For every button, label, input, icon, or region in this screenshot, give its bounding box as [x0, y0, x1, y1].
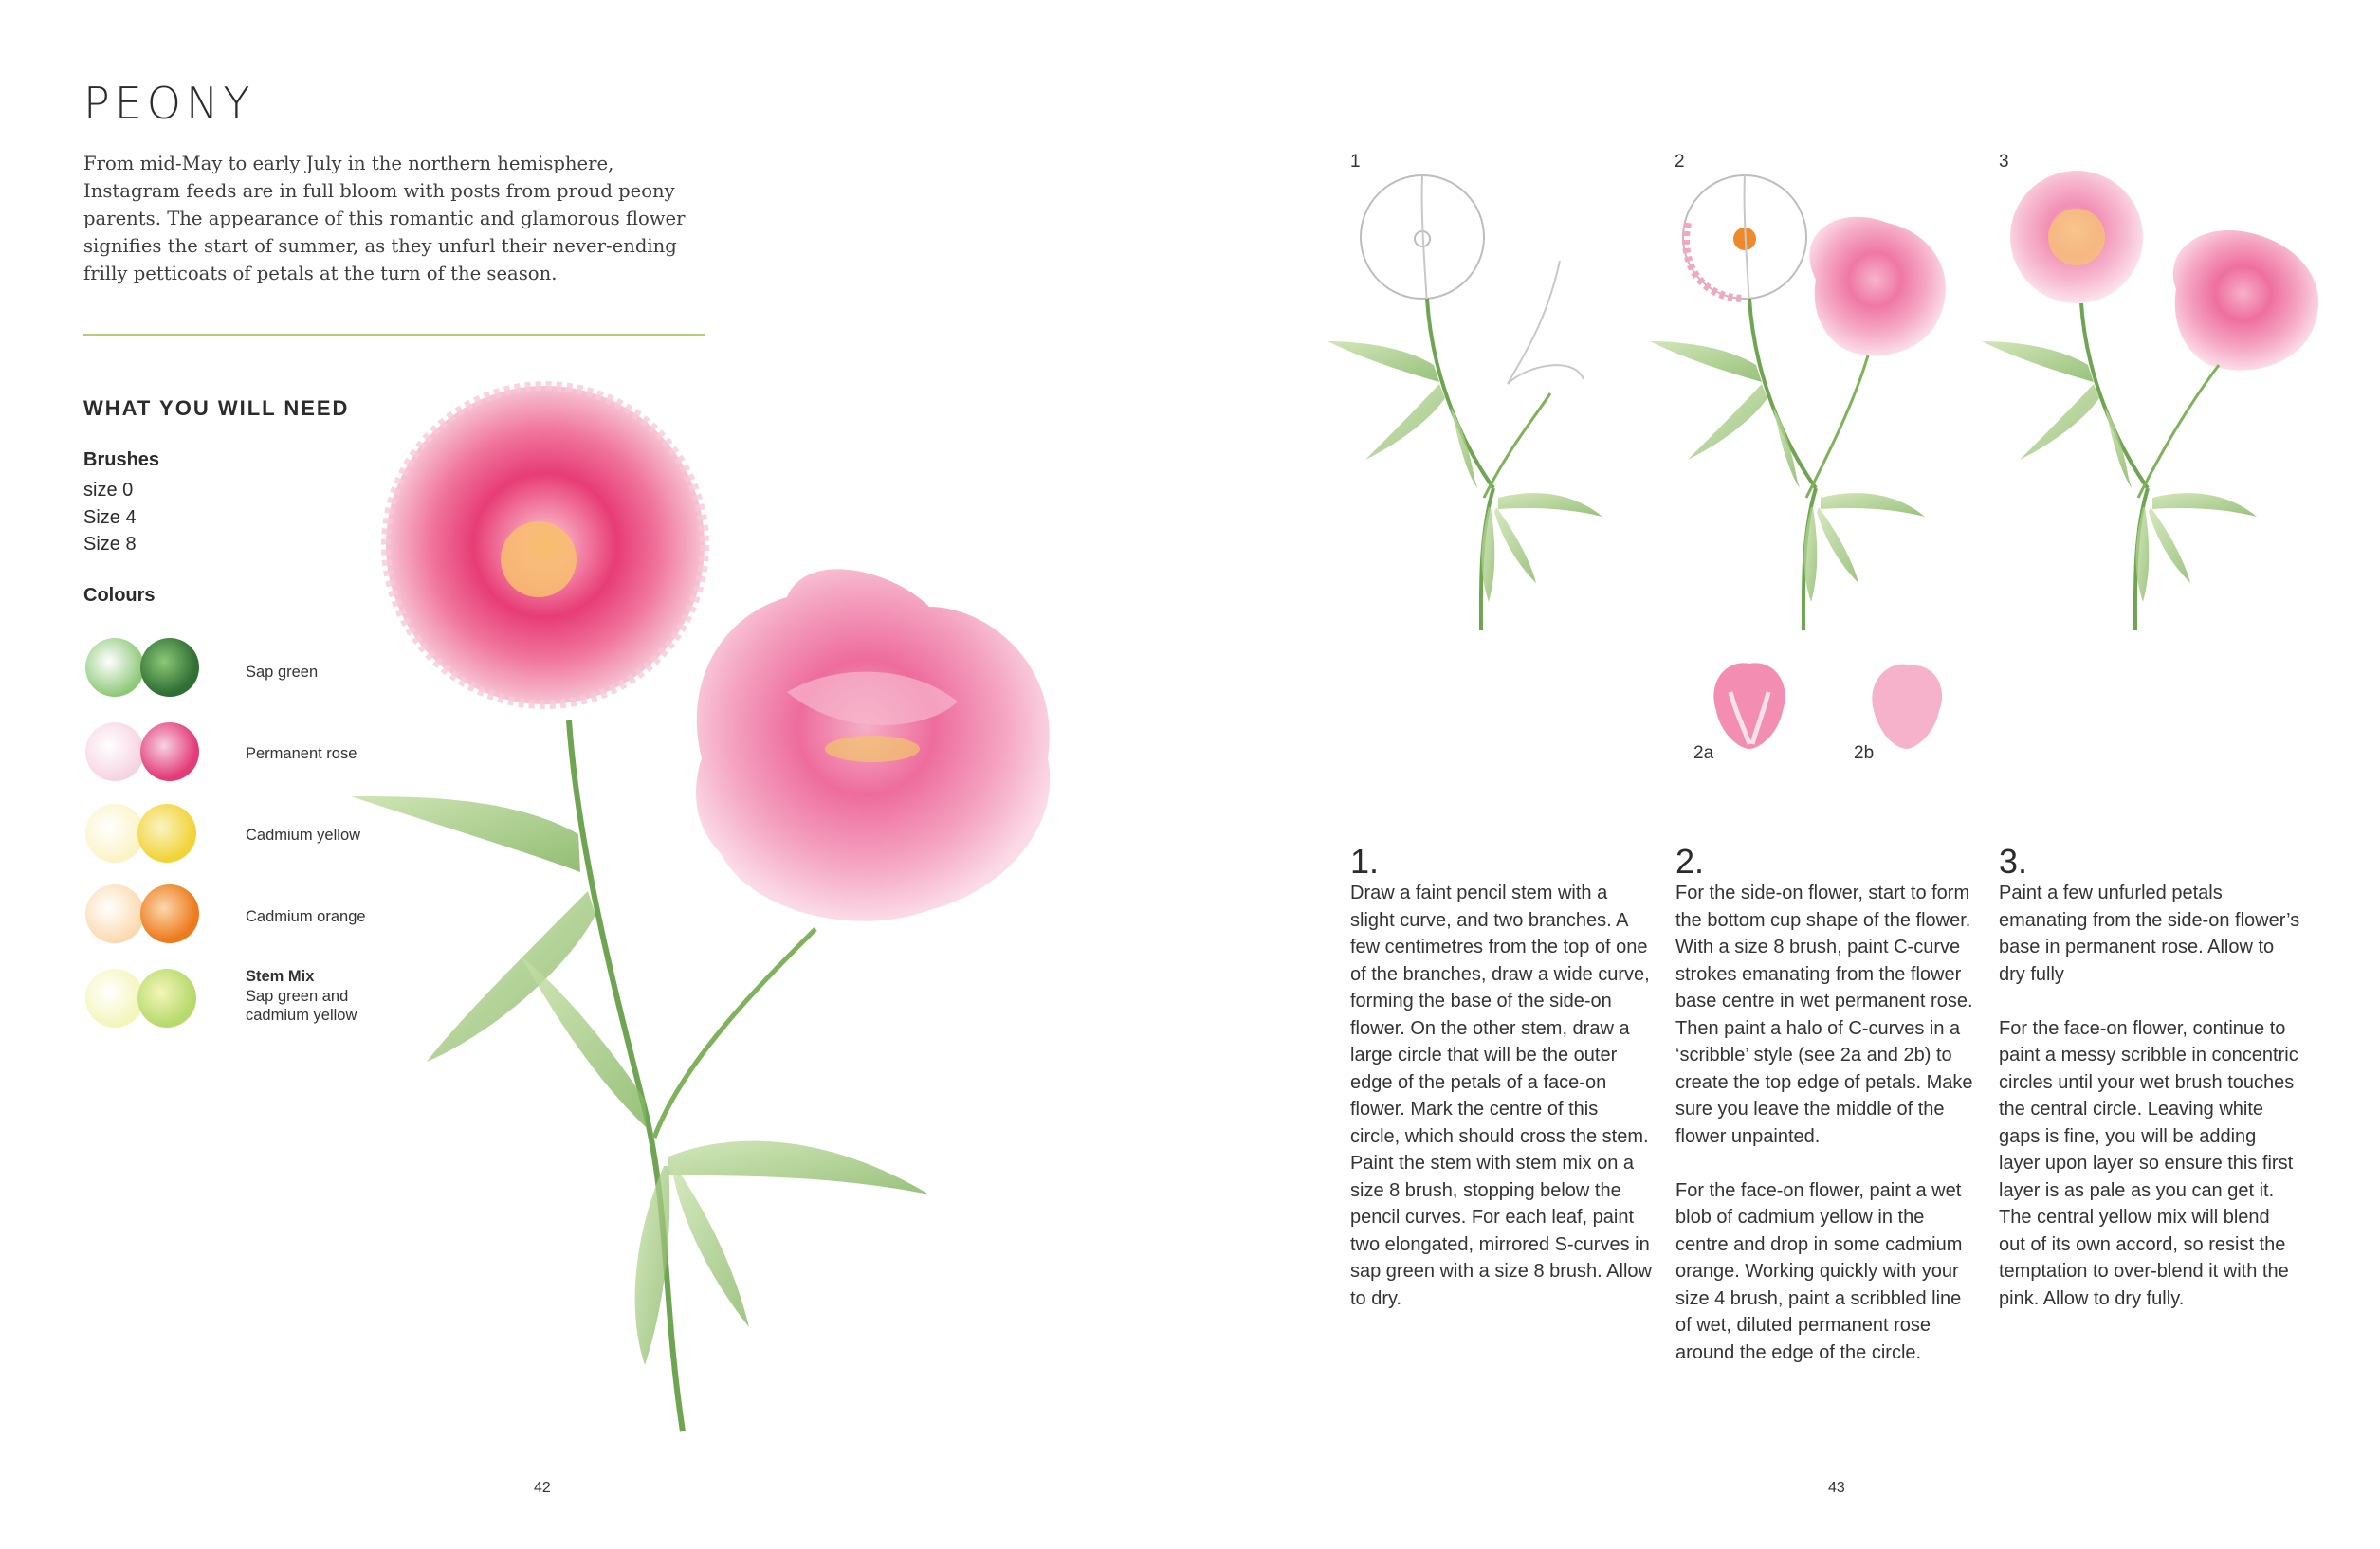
peony-illustration: [341, 379, 1081, 1441]
swatch-label: Stem Mix: [246, 968, 315, 985]
step-number-1: 1.: [1350, 842, 1380, 881]
figure-label-2b: 2b: [1854, 743, 1875, 763]
swatch-label: Sap green: [246, 664, 319, 681]
step-text-1: [1350, 880, 1652, 1339]
step-2-figure: [1650, 166, 1982, 640]
swatch-sublabel: Sap green and cadmium yellow: [246, 988, 357, 1024]
swatch-dark: [137, 804, 196, 863]
step-number-2: 2.: [1675, 842, 1705, 881]
step-2-paragraph: For the face-on flower, paint a wet blob of cadmium yellow in the centre and drop in some cadmium orange. Working quickly with your size 4 brush, paint a scribbled line of wet, diluted permanent rose around the edge of the circle.: [1675, 1179, 1963, 1363]
swatch-light: [85, 884, 144, 943]
figure-label-3: 3: [1999, 152, 2009, 172]
swatch-light: [85, 804, 144, 863]
swatch-label: Cadmium orange: [246, 908, 366, 925]
what-you-need-heading: WHAT YOU WILL NEED: [83, 396, 350, 420]
intro-paragraph: From mid-May to early July in the northern hemisphere, Instagram feeds are in full bloom with posts from proud peony parents. The appearance of this romantic and glamorous flower signifies the start of summer, as they unfurl their never-ending frilly petticoats of petals at the turn of the season.: [83, 153, 686, 284]
swatch-dark: [140, 638, 199, 697]
step-text-3: [1999, 880, 2300, 1339]
step-1-figure: [1327, 166, 1631, 640]
swatch-dark: [137, 969, 196, 1028]
step-2-paragraph: For the side-on flower, start to form the bottom cup shape of the flower. With a size 8 brush, paint C-curve strokes emanating from the flower base centre in wet permanent rose. Then paint a halo of C-curves in a ‘scribble’ style (see 2a and 2b) to create the top edge of petals. Make sure you leave the middle of the flower unpainted.: [1675, 883, 1973, 1147]
brush-item: Size 8: [83, 534, 137, 555]
brush-item: Size 4: [83, 506, 137, 528]
page-number-right: 43: [1828, 1480, 1845, 1496]
page-number-left: 42: [534, 1480, 551, 1496]
swatch-dark: [140, 884, 199, 943]
swatch-light: [85, 969, 144, 1028]
figure-label-1: 1: [1350, 152, 1361, 172]
colours-heading: Colours: [83, 585, 156, 606]
step-text-2: [1675, 880, 1977, 1394]
brush-item: size 0: [83, 480, 134, 501]
page-title: PEONY: [83, 78, 255, 129]
figure-label-2a: 2a: [1693, 743, 1714, 763]
swatch-dark: [140, 722, 199, 781]
step-3-paragraph: For the face-on flower, continue to paint a messy scribble in concentric circles until your wet brush touches the central circle. Leaving white gaps is fine, you will be adding layer upon layer so ensure this first layer is as pale as you can get it. The central yellow mix will blend out of its own accord, so resist the temptation to over-blend it with the pink. Allow to dry fully.: [1999, 1017, 2298, 1309]
divider-rule: [83, 334, 705, 336]
swatch-light: [85, 722, 144, 781]
figure-label-2: 2: [1675, 152, 1685, 172]
swatch-label: Cadmium yellow: [246, 827, 361, 844]
step-1-paragraph: Draw a faint pencil stem with a slight curve, and two branches. A few centimetres from the top of one of the branches, draw a wide curve, forming the base of the side-on flower. On the other stem, draw a large circle that will be the outer edge of the petals of a face-on flower. Mark the centre of this circle, which should cross the stem. Paint the stem with stem mix on a size 8 brush, stopping below the pencil curves. For each leaf, paint two elongated, mirrored S-curves in sap green with a size 8 brush. Allow to dry.: [1350, 883, 1652, 1309]
brushes-heading: Brushes: [83, 449, 160, 470]
step-3-figure: [1982, 166, 2342, 640]
swatch-light: [85, 638, 144, 697]
step-3-paragraph: Paint a few unfurled petals emanating from the side-on flower’s base in permanent rose. Allow to dry fully: [1999, 883, 2300, 985]
swatch-label: Permanent rose: [246, 745, 357, 762]
step-number-3: 3.: [1999, 842, 2028, 881]
brushes-list: [83, 477, 137, 558]
